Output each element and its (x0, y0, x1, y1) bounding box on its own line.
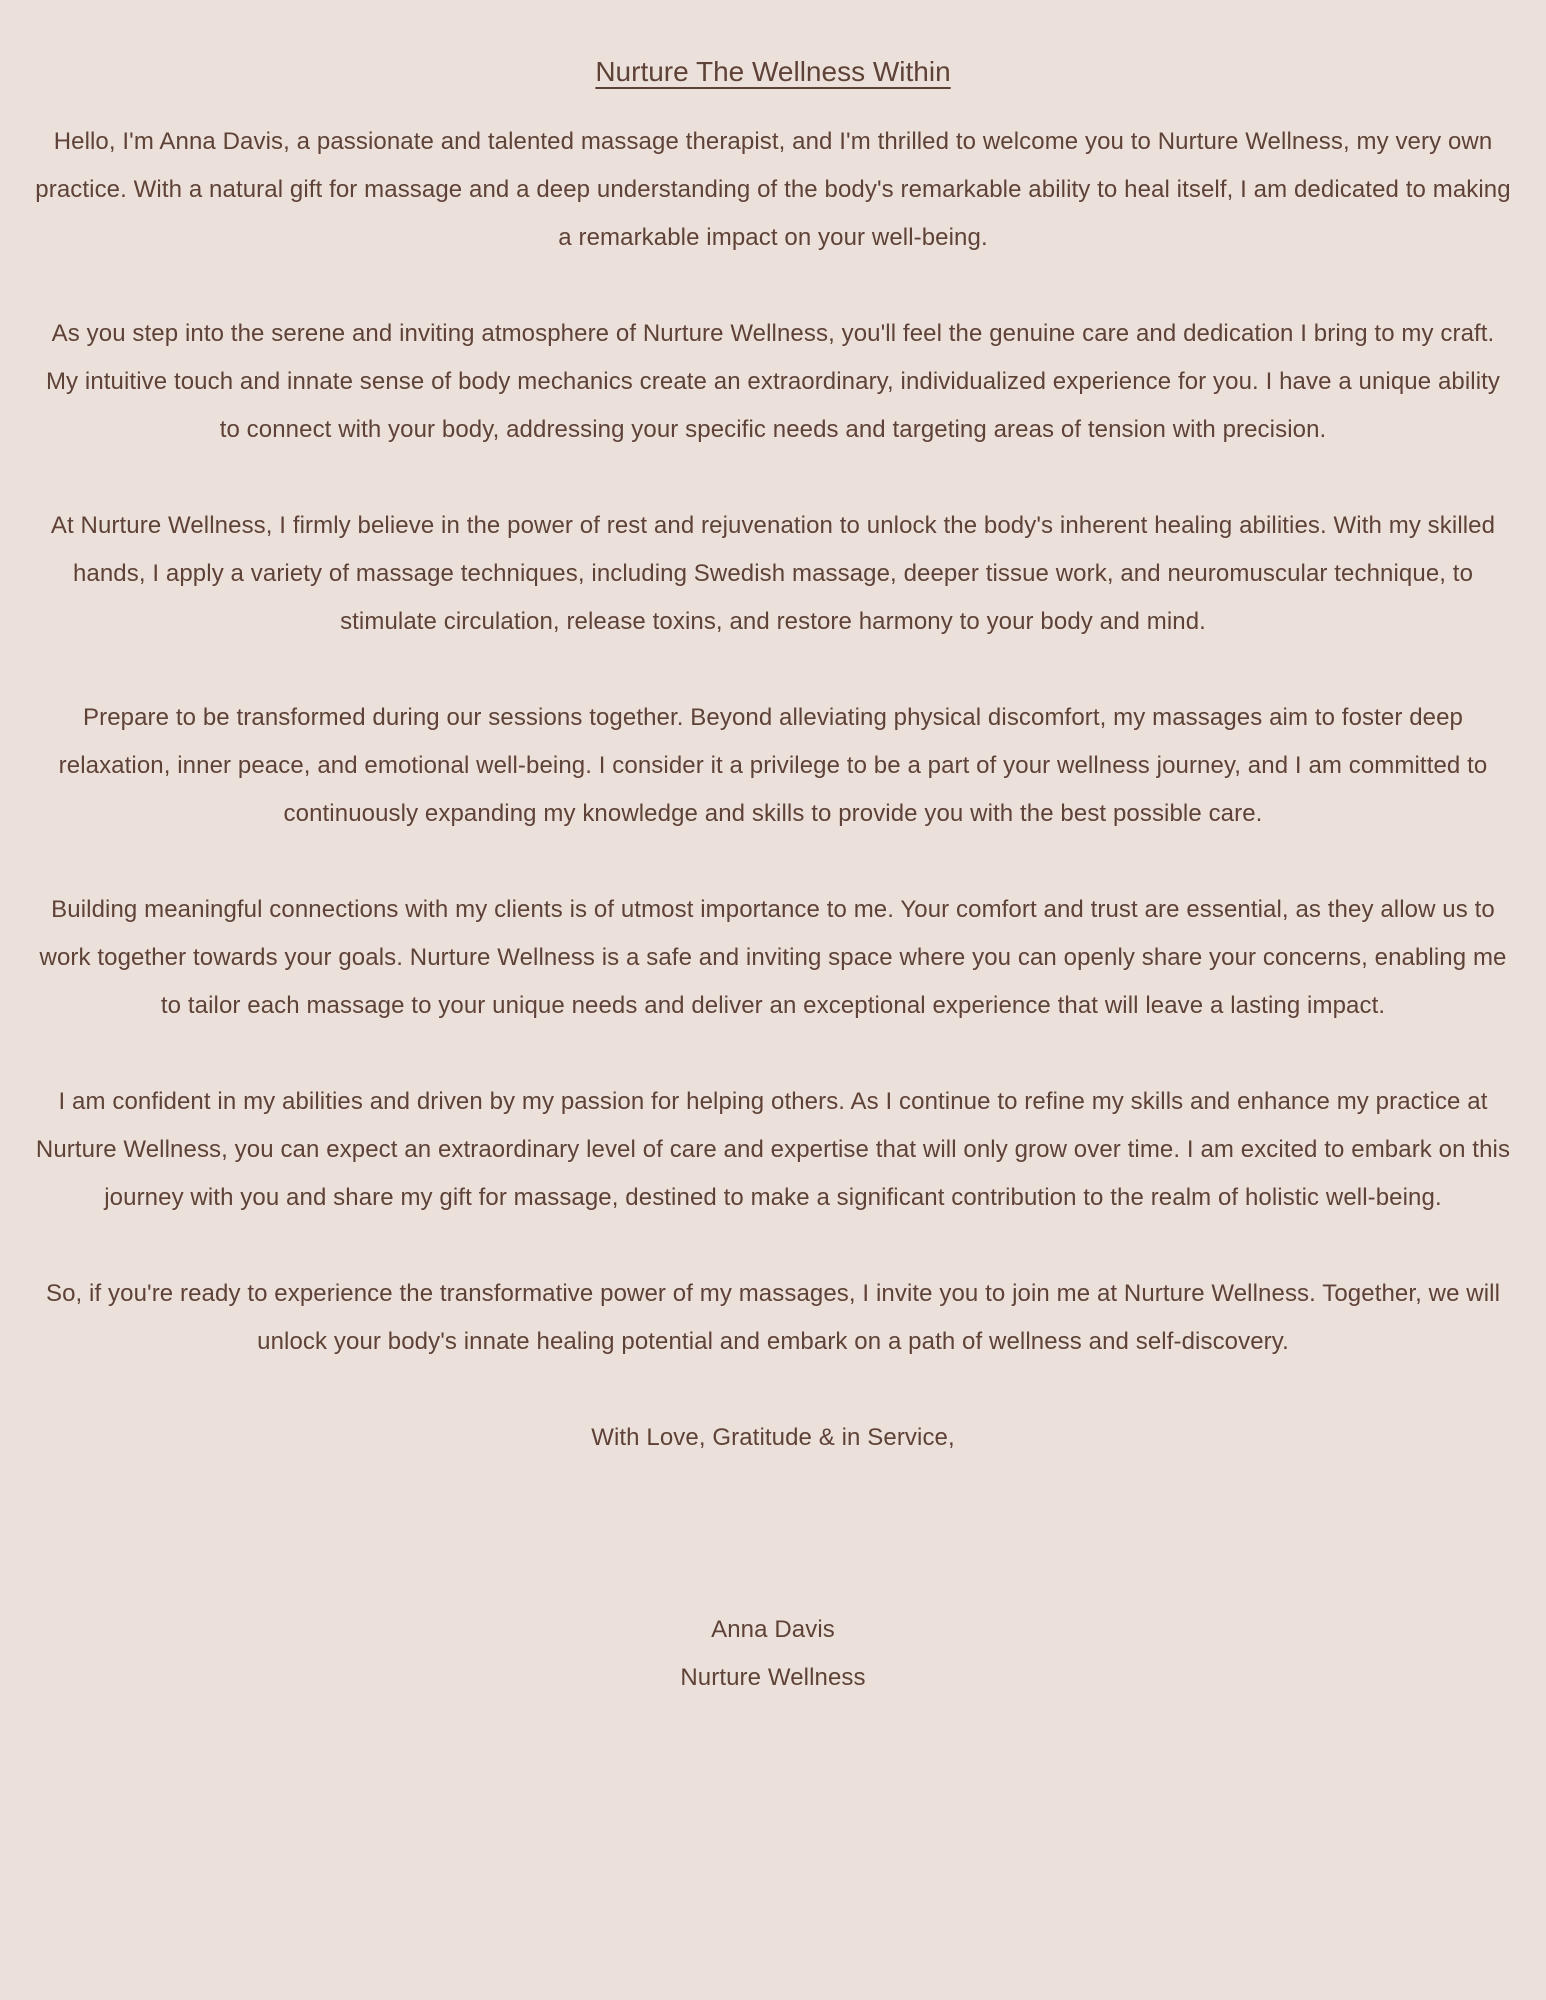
letter-body (34, 118, 1512, 1702)
paragraph: Anna Davis (711, 1616, 835, 1643)
paragraph: So, if you're ready to experience the transformative power of my massages, I invite you to join me at Nurture Wellness. Together, we will unlock your body's innate healing potential and embark on a path of wellness and self-discovery. (45, 1280, 1501, 1355)
blank-line (34, 262, 1512, 310)
paragraph: Nurture Wellness (680, 1664, 866, 1691)
blank-line (34, 1558, 1512, 1606)
paragraph: Prepare to be transformed during our sessions together. Beyond alleviating physical discomfort, my massages aim to foster deep relaxation, inner peace, and emotional well-being. I consider it a privilege to be a part of your wellness journey, and I am committed to continuously expanding my knowledge and skills to provide you with the best possible care. (58, 704, 1488, 827)
blank-line (34, 1510, 1512, 1558)
paragraph: Hello, I'm Anna Davis, a passionate and talented massage therapist, and I'm thrilled to welcome you to Nurture Wellness, my very own practice. With a natural gift for massage and a deep understanding of the body's remarkable ability to heal itself, I am dedicated to making a remarkable impact on your well-being. (35, 128, 1511, 251)
blank-line (34, 838, 1512, 886)
paragraph: Building meaningful connections with my clients is of utmost importance to me. Your comfort and trust are essential, as they allow us to work together towards your goals. Nurture Wellness is a safe and inviting space where you can openly share your concerns, enabling me to tailor each massage to your unique needs and deliver an exceptional experience that will leave a lasting impact. (39, 896, 1507, 1019)
blank-line (34, 1030, 1512, 1078)
blank-line (34, 1462, 1512, 1510)
blank-line (34, 646, 1512, 694)
paragraph: I am confident in my abilities and driven by my passion for helping others. As I continue to refine my skills and enhance my practice at Nurture Wellness, you can expect an extraordinary level of care and expertise that will only grow over time. I am excited to embark on this journey with you and share my gift for massage, destined to make a significant contribution to the realm of holistic well-being. (35, 1088, 1511, 1211)
paragraph: At Nurture Wellness, I firmly believe in the power of rest and rejuvenation to unlock the body's inherent healing abilities. With my skilled hands, I apply a variety of massage techniques, including Swedish massage, deeper tissue work, and neuromuscular technique, to stimulate circulation, release toxins, and restore harmony to your body and mind. (50, 512, 1496, 635)
paragraph: As you step into the serene and inviting atmosphere of Nurture Wellness, you'll feel the genuine care and dedication I bring to my craft. My intuitive touch and innate sense of body mechanics create an extraordinary, individualized experience for you. I have a unique ability to connect with your body, addressing your specific needs and targeting areas of tension with precision. (45, 320, 1501, 443)
blank-line (34, 1366, 1512, 1414)
blank-line (34, 1222, 1512, 1270)
paragraph: With Love, Gratitude & in Service, (591, 1424, 955, 1451)
page-title: Nurture The Wellness Within (595, 56, 951, 87)
blank-line (34, 454, 1512, 502)
